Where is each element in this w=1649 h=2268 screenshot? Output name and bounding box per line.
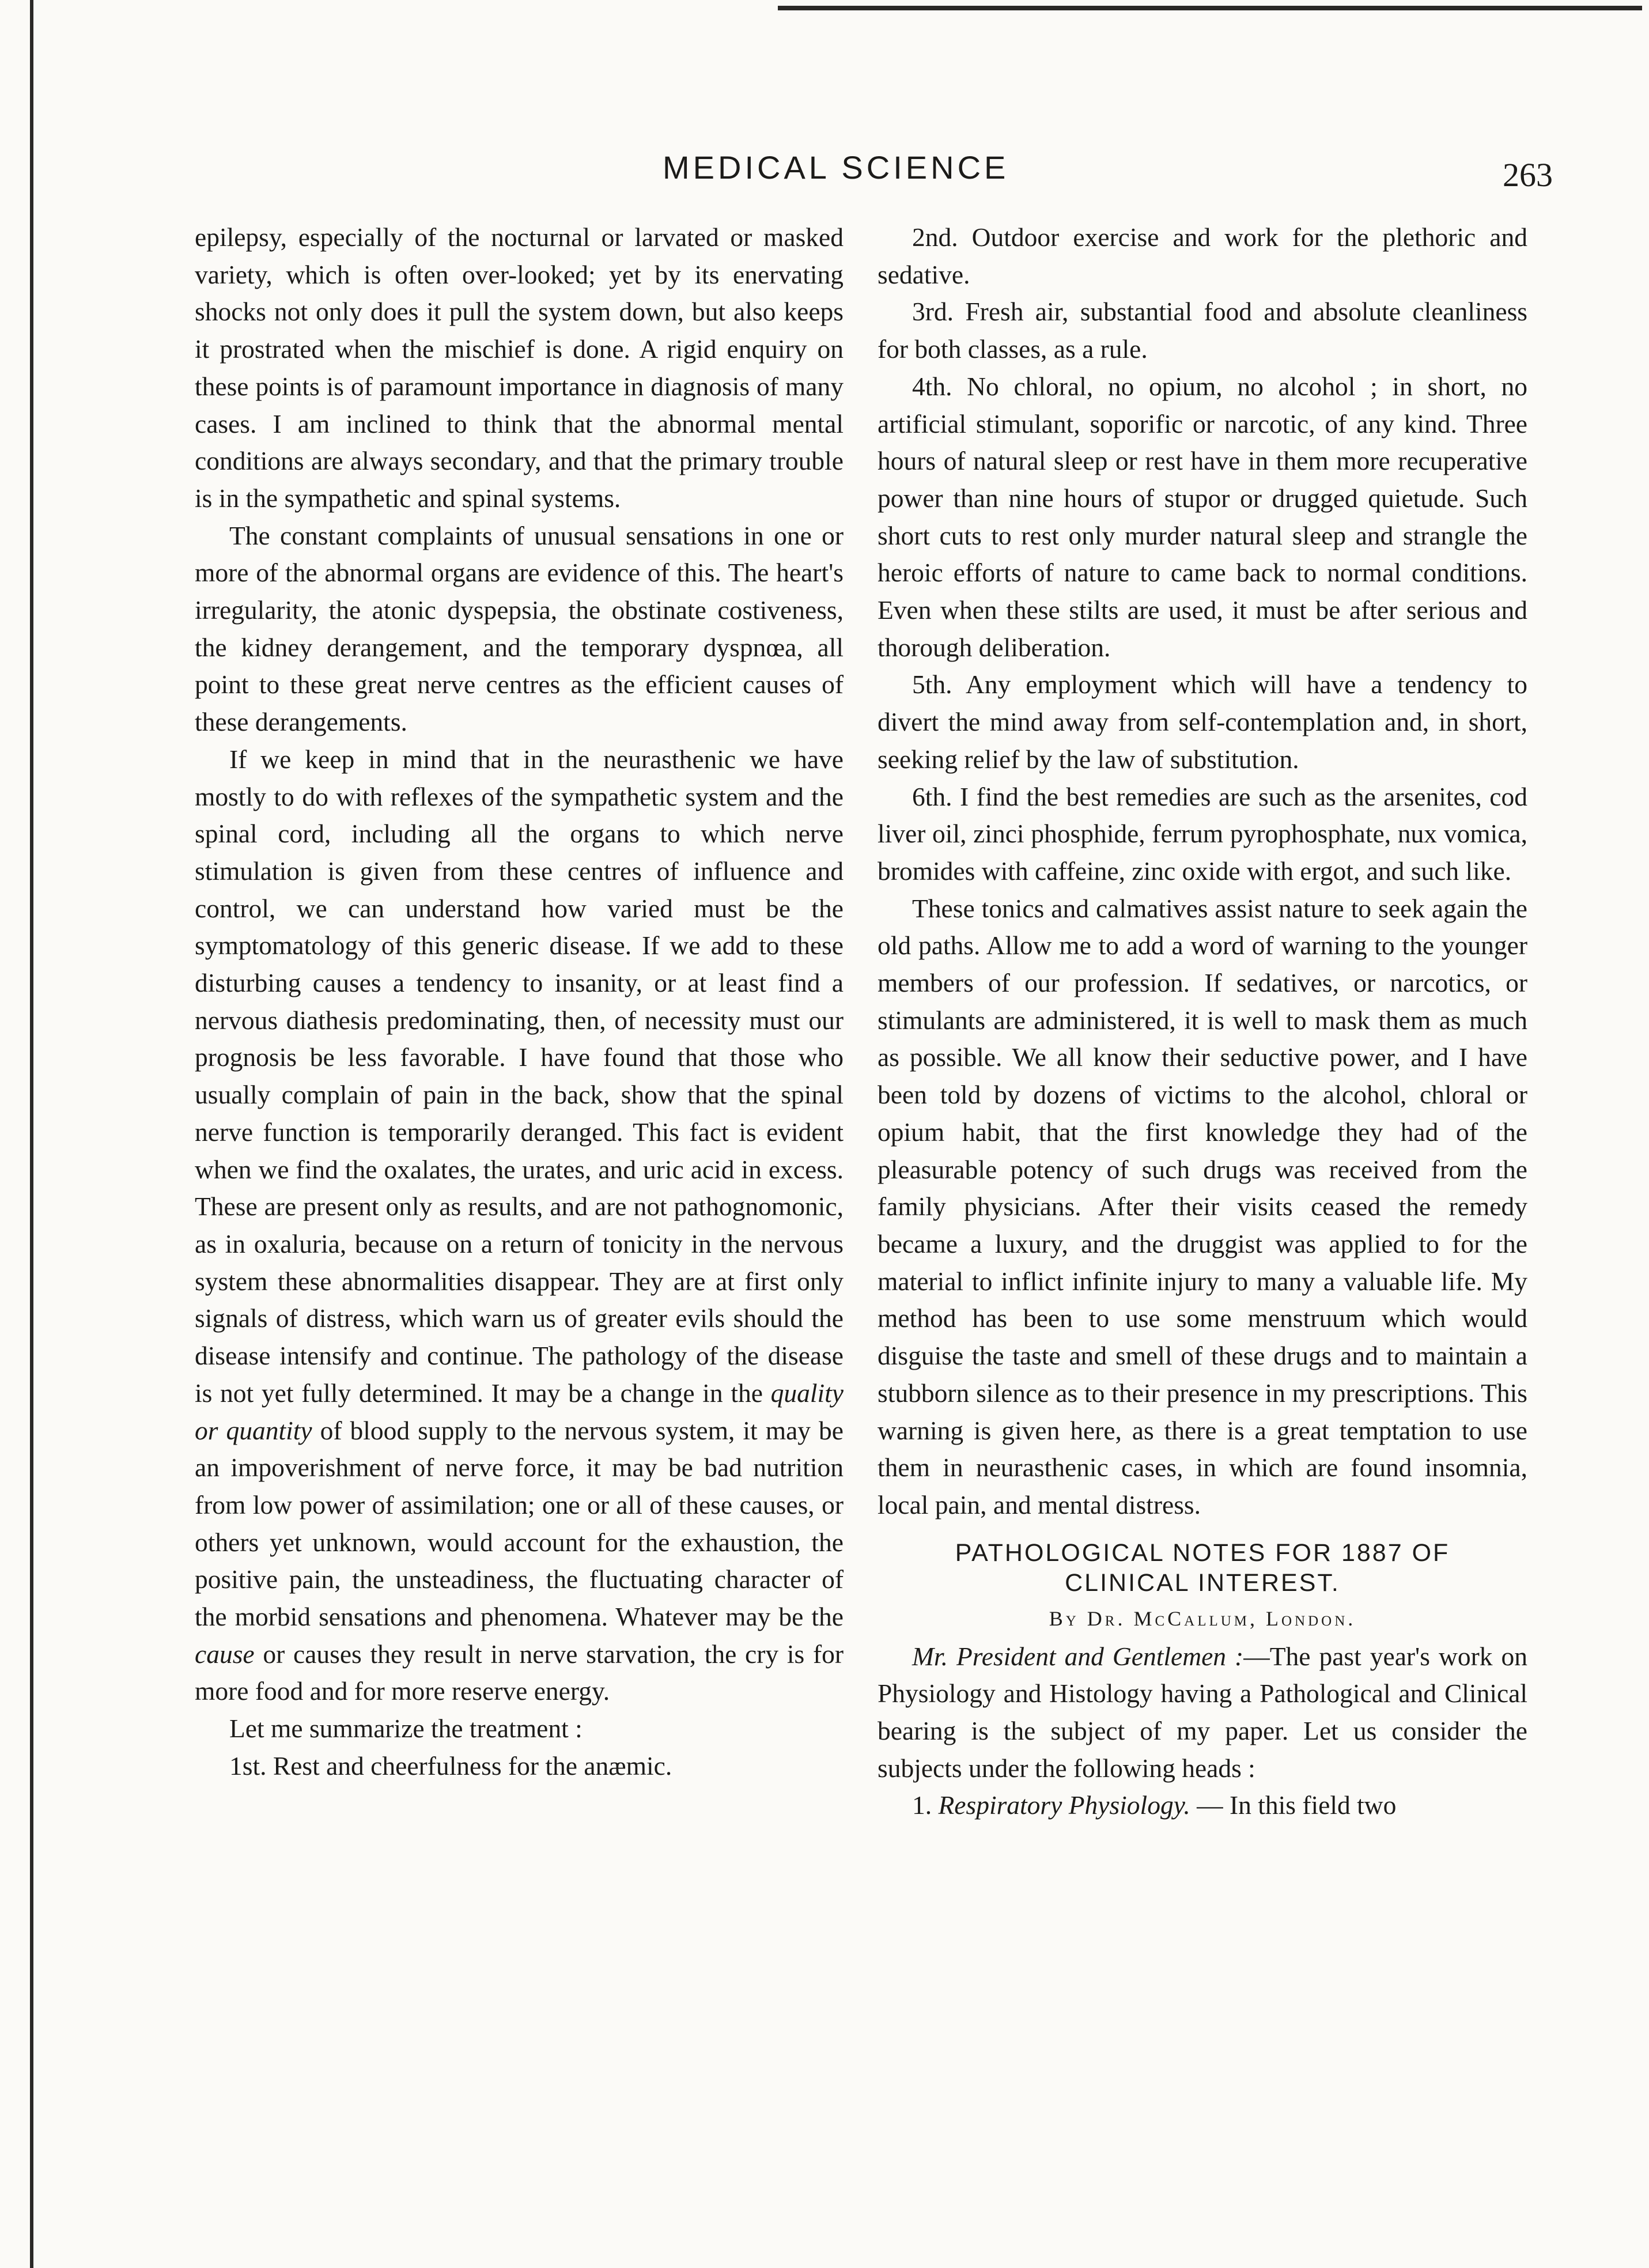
author-byline: By Dr. McCallum, London. (1049, 1606, 1356, 1630)
top-edge-rule (778, 6, 1642, 10)
text-run: If we keep in mind that in the neurasthenic we have mostly to do with reflexes of the sympathetic system and the spinal cord, including all the organs to which nerve stimulation is given from these centres of influence and control, we can understand how varied must be the symptomatology of this generic disease. If we add to these disturbing causes a tendency to insanity, or at least find a nervous diathesis predominating, then, of necessity must our prognosis be less favorable. I have found that those who usually complain of pain in the back, show that the spinal nerve function is temporarily deranged. This fact is evident when we find the oxalates, the urates, and uric acid in excess. These are present only as results, and are not pathognomonic, as in oxaluria, because on a return of tonicity in the nervous system these abnormalities disappear. They are at first only signals of distress, which warn us of greater evils should the disease intensify and continue. The pathology of the disease is not yet fully determined. It may be a change in the (195, 744, 844, 1408)
treatment-item-4: 4th. No chloral, no opium, no alcohol ; in short, no artificial stimulant, soporific or narcotic, of any kind. Three hours of natural sleep or rest have in them more recuperative power than nine hours of stupor or drugged quietude. Such short cuts to rest only murder natural sleep and strangle the heroic efforts of nature to came back to normal conditions. Even when these stilts are used, it must be after serious and thorough deliberation. (878, 371, 1527, 662)
running-title: MEDICAL SCIENCE (663, 149, 1009, 186)
italic-quality-quantity: quality or quantity (195, 1378, 844, 1445)
treatment-item-3: 3rd. Fresh air, substantial food and absolute cleanliness for both classes, as a rule. (878, 297, 1527, 364)
list-number: 1. (912, 1790, 939, 1820)
paragraph-neurasthenic (195, 741, 844, 1710)
left-column (195, 219, 844, 1785)
paragraph-respiratory (878, 1787, 1527, 1824)
treatment-item-1: 1st. Rest and cheerfulness for the anæmic. (229, 1751, 672, 1781)
treatment-item-5: 5th. Any employment which will have a tendency to divert the mind away from self-contemplation and, in short, seeking relief by the law of substitution. (878, 670, 1527, 774)
italic-respiratory-physiology: Respiratory Physiology. (938, 1790, 1190, 1820)
paragraph-epilepsy: epilepsy, especially of the nocturnal or larvated or masked variety, which is often over-looked; yet by its enervating shocks not only does it pull the system down, but also keeps it prostrated when the mischief is done. A rigid enquiry on these points is of paramount importance in diagnosis of many cases. I am inclined to think that the abnormal mental conditions are always secondary, and that the primary trouble is in the sympathetic and spinal systems. (195, 222, 844, 513)
paragraph-summary-intro: Let me summarize the treatment : (229, 1714, 583, 1744)
right-column (878, 219, 1527, 1824)
text-run: or causes they result in nerve starvation, the cry is for more food and for more reserve energy. (195, 1639, 844, 1706)
paragraph-complaints: The constant complaints of unusual sensations in one or more of the abnormal organs are evidence of this. The heart's irregularity, the atonic dyspepsia, the obstinate costiveness, the kidney derangement, and the temporary dyspnœa, all point to these great nerve centres as the efficient causes of these derangements. (195, 520, 844, 737)
page-number: 263 (1503, 156, 1553, 194)
text-run: —The past year's work on Physiology and Histology having a Pathological and Clinical bearing is the subject of my paper. Let us consider the subjects under the following heads : (878, 1641, 1527, 1783)
treatment-item-6: 6th. I find the best remedies are such as the arsenites, cod liver oil, zinci phosphide, ferrum pyrophosphate, nux vomica, bromides with caffeine, zinc oxide with ergot, and such like. (878, 781, 1527, 886)
treatment-item-2: 2nd. Outdoor exercise and work for the plethoric and sedative. (878, 222, 1527, 289)
paragraph-address (878, 1638, 1527, 1787)
italic-salutation: Mr. President and Gentlemen : (912, 1641, 1244, 1671)
italic-cause: cause (195, 1639, 255, 1669)
section-heading-line-1: PATHOLOGICAL NOTES FOR 1887 OF (955, 1539, 1450, 1567)
page-edge-rule (30, 0, 33, 2268)
section-heading (878, 1538, 1527, 1598)
section-heading-line-2: CLINICAL INTEREST. (1065, 1568, 1340, 1597)
text-run: of blood supply to the nervous system, it may be an impoverishment of nerve force, it may be bad nutrition from low power of assimilation; one or all of these causes, or others yet unknown, would account for the exhaustion, the positive pain, the unsteadiness, the fluctuating character of the morbid sensations and phenomena. Whatever may be the (195, 1415, 844, 1632)
text-run: — In this field two (1190, 1790, 1397, 1820)
paragraph-warning: These tonics and calmatives assist nature to seek again the old paths. Allow me to add a word of warning to the younger members of our profession. If sedatives, or narcotics, or stimulants are administered, it is well to mask them as much as possible. We all know their seductive power, and I have been told by dozens of victims to the alcohol, chloral or opium habit, that the first knowledge they had of the pleasurable potency of such drugs was received from the family physicians. After their visits ceased the remedy became a luxury, and the druggist was applied to for the material to inflict infinite injury to many a valuable life. My method has been to use some menstruum which would disguise the taste and smell of these drugs and to maintain a stubborn silence as to their presence in my prescriptions. This warning is given here, as there is a great temptation to use them in neurasthenic cases, in which are found insomnia, local pain, and mental distress. (878, 893, 1527, 1519)
